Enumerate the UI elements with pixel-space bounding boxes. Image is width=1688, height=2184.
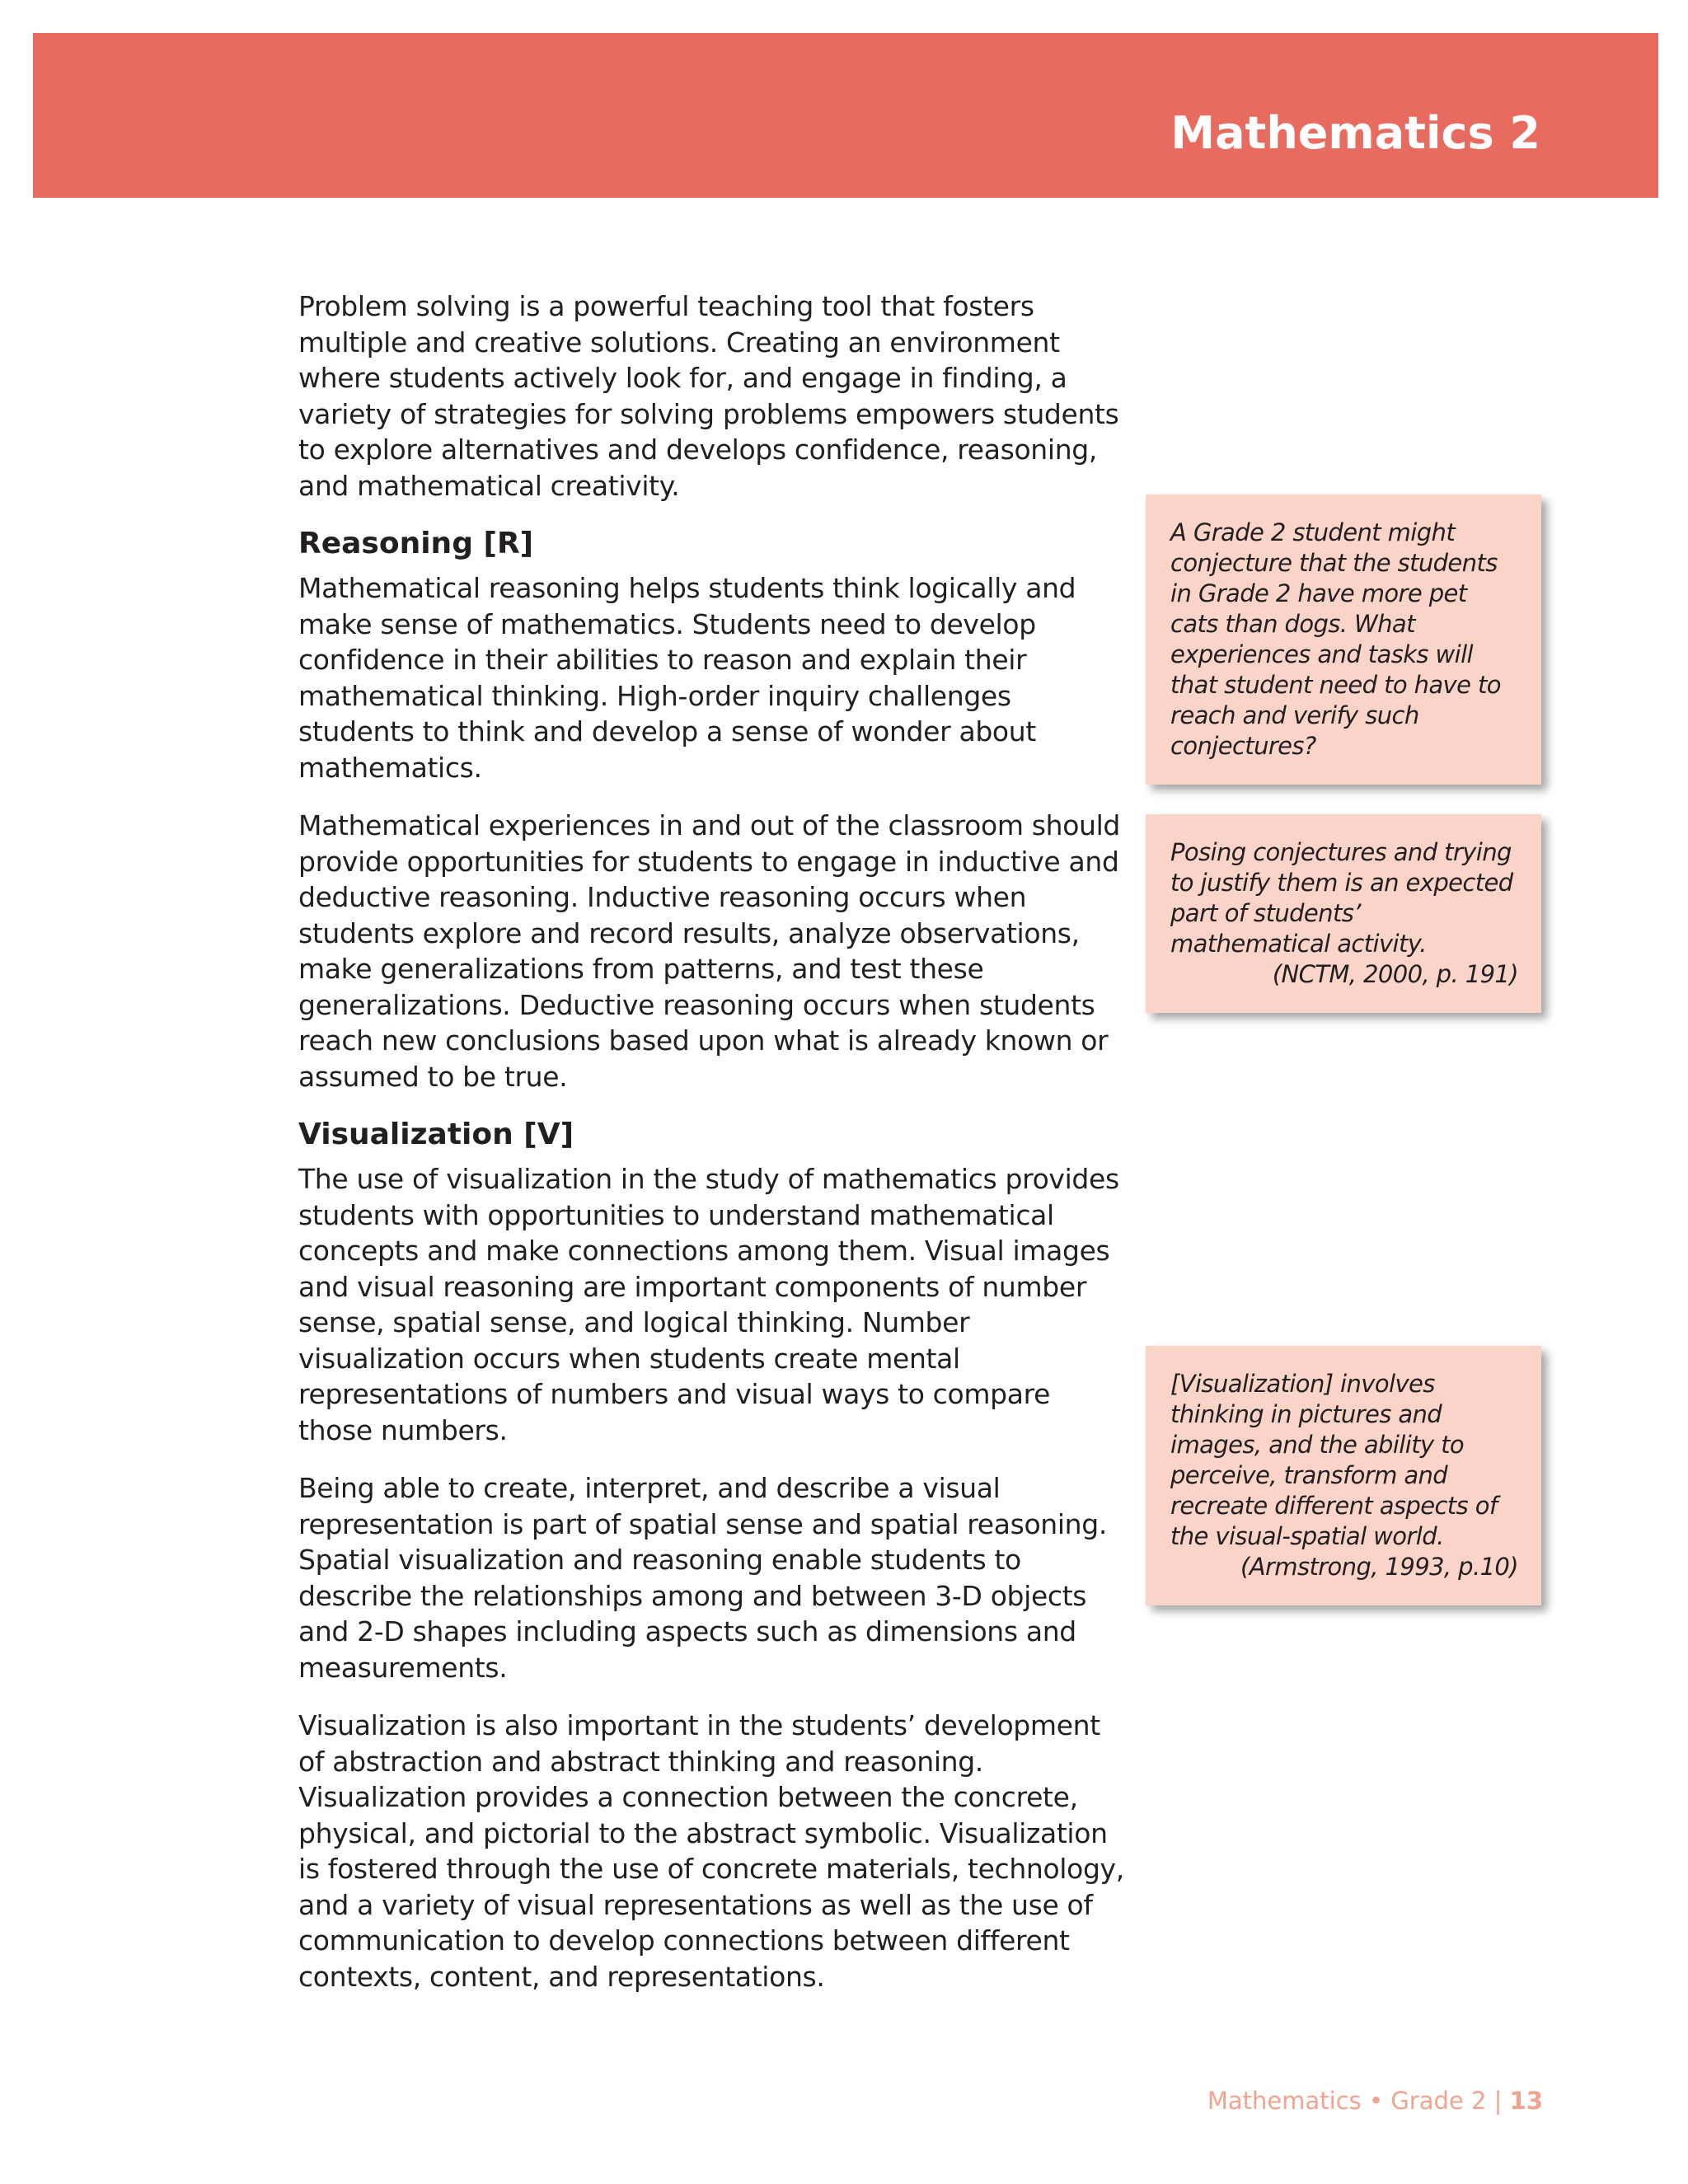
callout-grade2-question — [1146, 494, 1541, 785]
header-banner — [33, 33, 1658, 198]
reasoning-paragraph: Mathematical reasoning helps students think logically and make sense of mathematics. Students need to develop confidence in their abilities to reason and explain their mathematical thinking. High-order inquiry challenges students to think and develop a sense of wonder about mathematics. — [298, 572, 1076, 784]
reasoning-paragraph: Mathematical experiences in and out of the classroom should provide opportunities for students to engage in inductive and deductive reasoning. Inductive reasoning occurs when students explore and record results, analyze observations, make generalizations from patterns, and test these generalizations. Deductive reasoning occurs when students reach new conclusions based upon what is already known or assumed to be true. — [298, 809, 1121, 1093]
callout-citation: (NCTM, 2000, p. 191) — [1272, 960, 1518, 988]
page-footer — [1207, 2087, 1543, 2115]
main-content — [298, 288, 1131, 2017]
page-title: Mathematics 2 — [1170, 107, 1540, 159]
visualization-paragraph: The use of visualization in the study of mathematics provides students with opportunities to understand mathematical concepts and make connections among them. Visual images and visual reasoning are important components of number sense, spatial sense, and logical thinking. Number visualization occurs when students create mental representations of numbers and visual ways to compare those numbers. — [298, 1163, 1119, 1446]
footer-bullet: • — [1369, 2087, 1384, 2115]
callout-text: A Grade 2 student might conjecture that the students in Grade 2 have more pet cats than dogs. What experiences and tasks will that student need to have to reach and verify such conjectures? — [1170, 518, 1501, 760]
footer-separator: | — [1493, 2087, 1503, 2115]
section-heading-reasoning: Reasoning [R] — [298, 527, 534, 560]
visualization-paragraph: Being able to create, interpret, and describe a visual representation is part of spatial sense and spatial reasoning. Spatial visualization and reasoning enable students to describe the relationships among and between 3-D objects and 2-D shapes including aspects such as dimensions and measurements. — [298, 1472, 1107, 1684]
callout-citation: (Armstrong, 1993, p.10) — [1240, 1553, 1518, 1581]
callout-nctm-quote — [1146, 814, 1541, 1013]
callout-text: Posing conjectures and trying to justify them is an expected part of students’ mathematical activity. — [1170, 838, 1513, 958]
intro-paragraph: Problem solving is a powerful teaching tool that fosters multiple and creative solutions. Creating an environment where students actively look for, and engage in finding, a variety of strategies for solving problems empowers students to explore alternatives and develops confidence, reasoning, and mathematical creativity. — [298, 290, 1119, 502]
footer-subject: Mathematics — [1207, 2087, 1362, 2115]
footer-grade: Grade 2 — [1390, 2087, 1487, 2115]
page-number: 13 — [1509, 2087, 1543, 2115]
section-heading-visualization: Visualization [V] — [298, 1118, 574, 1151]
callout-armstrong-quote — [1146, 1346, 1541, 1605]
visualization-paragraph: Visualization is also important in the students’ development of abstraction and abstract thinking and reasoning. Visualization provides a connection between the concrete, physical, and pictorial to the abstract symbolic. Visualization is fostered through the use of concrete materials, technology, and a variety of visual representations as well as the use of communication to develop connections between different contexts, content, and representations. — [298, 1709, 1124, 1993]
callout-text: [Visualization] involves thinking in pictures and images, and the ability to perceive, transform and recreate different aspects of the visual-spatial world. — [1170, 1370, 1498, 1550]
